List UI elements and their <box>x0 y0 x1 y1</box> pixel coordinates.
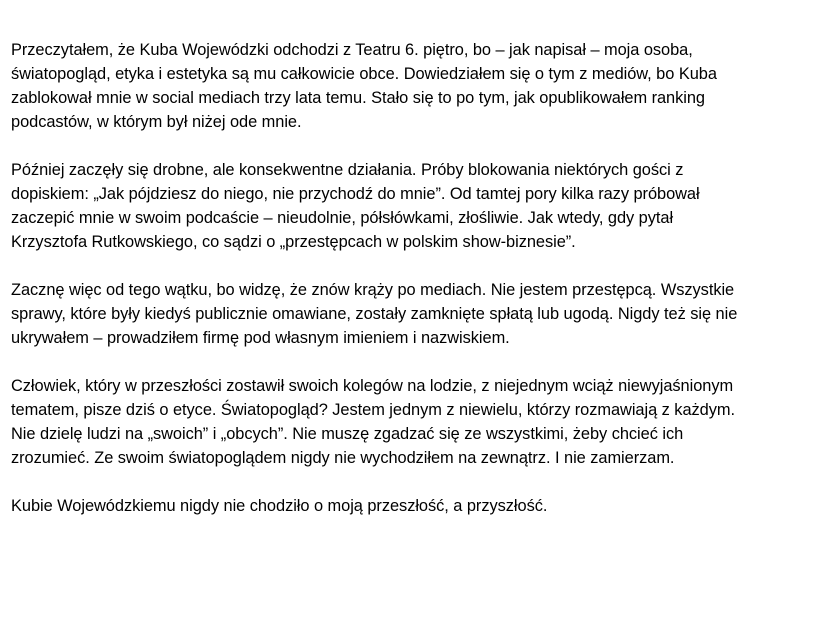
text-line: dopiskiem: „Jak pójdziesz do niego, nie przychodź do mnie”. Od tamtej pory kilka razy próbował <box>11 185 700 203</box>
text-line: zaczepić mnie w swoim podcaście – nieudolnie, półsłówkami, złośliwie. Jak wtedy, gdy pytał <box>11 209 674 227</box>
text-line: Zacznę więc od tego wątku, bo widzę, że znów krąży po mediach. Nie jestem przestępcą. Wszystkie <box>11 281 735 299</box>
text-line: Później zaczęły się drobne, ale konsekwentne działania. Próby blokowania niektórych gości z <box>11 161 684 179</box>
paragraph-4 <box>11 374 823 470</box>
paragraph-2 <box>11 158 823 254</box>
text-line: podcastów, w którym był niżej ode mnie. <box>11 113 302 131</box>
text-line: Kubie Wojewódzkiemu nigdy nie chodziło o moją przeszłość, a przyszłość. <box>11 497 548 515</box>
text-line: Człowiek, który w przeszłości zostawił swoich kolegów na lodzie, z niejednym wciąż niewyjaśnionym <box>11 377 734 395</box>
text-line: światopogląd, etyka i estetyka są mu całkowicie obce. Dowiedziałem się o tym z mediów, bo Kuba <box>11 65 717 83</box>
text-line: tematem, pisze dziś o etyce. Światopogląd? Jestem jednym z niewielu, którzy rozmawiają z każdym. <box>11 401 735 419</box>
text-line: Przeczytałem, że Kuba Wojewódzki odchodzi z Teatru 6. piętro, bo – jak napisał – moja osoba, <box>11 41 693 59</box>
text-line: zablokował mnie w social mediach trzy lata temu. Stało się to po tym, jak opublikowałem ranking <box>11 89 705 107</box>
text-line: zrozumieć. Ze swoim światopoglądem nigdy nie wychodziłem na zewnątrz. I nie zamierzam. <box>11 449 675 467</box>
text-line: Nie dzielę ludzi na „swoich” i „obcych”. Nie muszę zgadzać się ze wszystkimi, żeby chcieć ich <box>11 425 684 443</box>
text-line: ukrywałem – prowadziłem firmę pod własnym imieniem i nazwiskiem. <box>11 329 510 347</box>
paragraph-3 <box>11 278 823 350</box>
text-line: sprawy, które były kiedyś publicznie omawiane, zostały zamknięte spłatą lub ugodą. Nigdy też się nie <box>11 305 738 323</box>
paragraph-5 <box>11 494 823 518</box>
text-line: Krzysztofa Rutkowskiego, co sądzi o „przestępcach w polskim show-biznesie”. <box>11 233 576 251</box>
paragraph-1 <box>11 38 823 134</box>
document-body <box>11 38 823 542</box>
